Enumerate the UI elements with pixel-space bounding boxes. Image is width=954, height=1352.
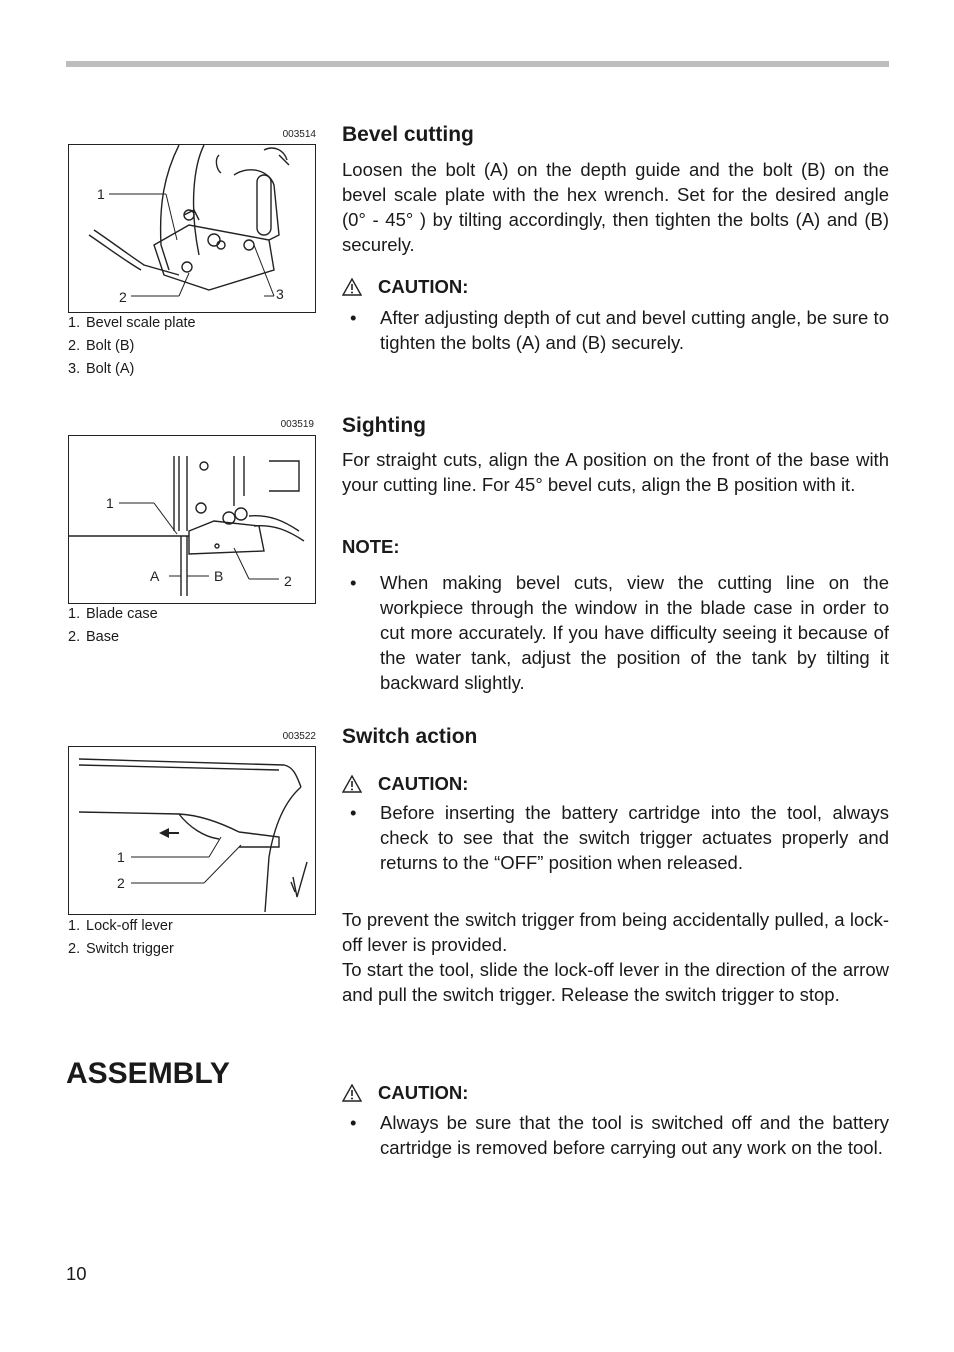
assembly-heading: ASSEMBLY	[66, 1057, 230, 1090]
switch-illustration	[69, 747, 315, 914]
figure-bevel-scale	[68, 144, 316, 313]
legend-item: 2. Switch trigger	[68, 941, 174, 957]
legend-item: 2. Base	[68, 629, 120, 645]
legend-item: 1. Blade case	[68, 606, 158, 622]
figure-legend	[68, 915, 174, 961]
top-rule	[66, 61, 889, 67]
bevel-illustration	[69, 145, 315, 312]
callout-1: 1	[117, 849, 125, 865]
callout-3: 3	[276, 286, 284, 302]
bevel-body: Loosen the bolt (A) on the depth guide and the bolt (B) on the bevel scale plate with the hex wrench. Set for the desired angle (0° - 45° ) by tilting accordingly, then tighten the bolts (A) and (B) securely.	[342, 159, 889, 255]
section-heading-bevel-cutting: Bevel cutting	[342, 123, 474, 146]
caution-bullet: • After adjusting depth of cut and bevel cutting angle, be sure to tighten the bolts (A) and (B) securely.	[350, 307, 889, 353]
figure-sighting	[68, 435, 316, 604]
callout-a: A	[150, 568, 160, 584]
legend-item: 3. Bolt (A)	[68, 361, 135, 377]
warning-icon	[342, 1084, 362, 1102]
legend-item: 1. Bevel scale plate	[68, 315, 196, 331]
callout-1: 1	[97, 186, 105, 202]
sighting-body: For straight cuts, align the A position on the front of the base with your cutting line. For 45° bevel cuts, align the B position with it.	[342, 449, 889, 495]
figure-code: 003522	[282, 731, 316, 742]
figure-code: 003514	[282, 129, 316, 140]
caution-label: CAUTION:	[342, 773, 468, 795]
note-bullet: • When making bevel cuts, view the cutting line on the workpiece through the window in the blade case in order to cut more accurately. If you have difficulty seeing it because of the water tank, adjust the position of the tank by tilting it backward slightly.	[350, 572, 889, 693]
callout-b: B	[214, 568, 224, 584]
callout-2: 2	[119, 289, 127, 305]
warning-icon	[342, 775, 362, 793]
switch-body-1: To prevent the switch trigger from being accidentally pulled, a lock-off lever is provided.	[342, 909, 889, 955]
caution-label: CAUTION:	[342, 276, 468, 298]
callout-2: 2	[117, 875, 125, 891]
legend-item: 2. Bolt (B)	[68, 338, 135, 354]
section-heading-sighting: Sighting	[342, 414, 426, 437]
section-heading-switch-action: Switch action	[342, 725, 478, 748]
figure-switch	[68, 746, 316, 915]
caution-bullet: • Before inserting the battery cartridge into the tool, always check to see that the switch trigger actuates properly and returns to the “OFF” position when released.	[350, 802, 889, 873]
caution-label: CAUTION:	[342, 1082, 468, 1104]
callout-1: 1	[106, 495, 114, 511]
legend-item: 1. Lock-off lever	[68, 918, 173, 934]
page-number: 10	[66, 1263, 87, 1284]
note-label: NOTE:	[342, 536, 400, 557]
figure-legend	[68, 312, 196, 381]
figure-code: 003519	[280, 419, 314, 430]
caution-bullet: • Always be sure that the tool is switched off and the battery cartridge is removed before carrying out any work on the tool.	[350, 1112, 889, 1158]
sighting-illustration	[69, 436, 315, 603]
warning-icon	[342, 278, 362, 296]
figure-legend	[68, 603, 158, 649]
switch-body-2: To start the tool, slide the lock-off lever in the direction of the arrow and pull the switch trigger. Release the switch trigger to stop.	[342, 959, 889, 1005]
callout-2: 2	[284, 573, 292, 589]
